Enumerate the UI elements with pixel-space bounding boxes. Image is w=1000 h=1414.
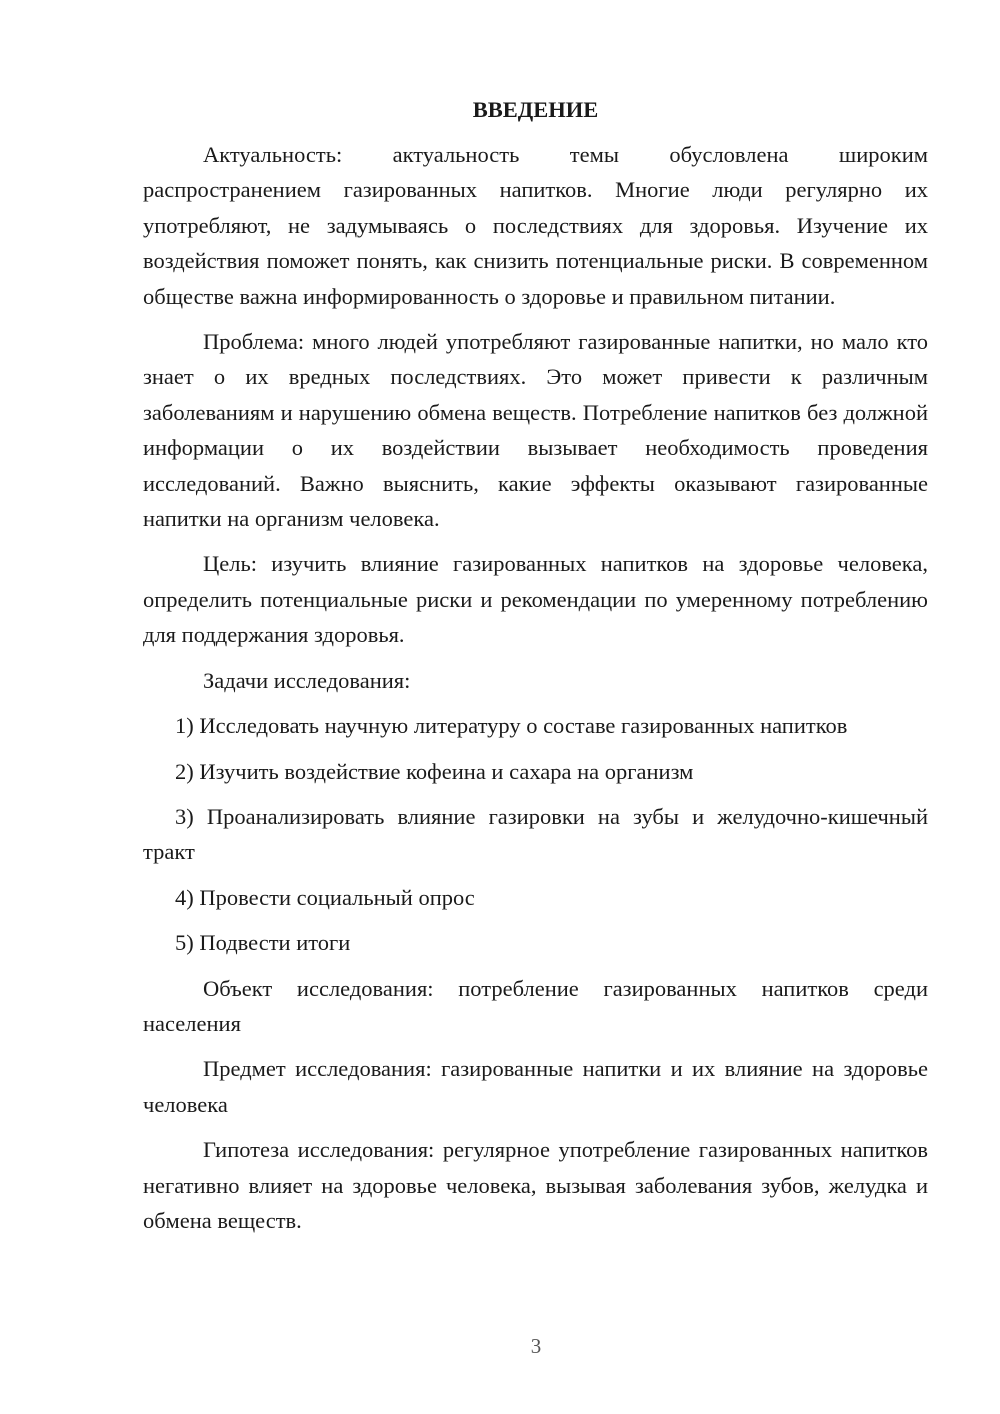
task-item-3: 3) Проанализировать влияние газировки на зубы и желудочно-кишечный тракт: [143, 803, 928, 865]
paragraph-hypothesis: Гипотеза исследования: регулярное употребление газированных напитков негативно влияет на здоровье человека, вызывая заболевания зубов, желудка и обмена веществ.: [143, 1137, 928, 1233]
paragraph-goal: Цель: изучить влияние газированных напитков на здоровье человека, определить потенциальные риски и рекомендации по умеренному потреблению для поддержания здоровья.: [143, 551, 928, 648]
tasks-heading: Задачи исследования:: [203, 667, 411, 693]
task-item-2: 2) Изучить воздействие кофеина и сахара на организм: [175, 758, 694, 784]
paragraph-relevance: Актуальность: актуальность темы обусловлена широким распространением газированных напитков. Многие люди регулярно их употребляют, не задумываясь о последствиях для здоровья. Изучение их воздействия поможет понять, как снизить потенциальные риски. В современном обществе важна информированность о здоровье и правильном питании.: [143, 142, 928, 309]
page-title: ВВЕДЕНИЕ: [472, 97, 599, 122]
task-item-1: 1) Исследовать научную литературу о составе газированных напитков: [175, 713, 848, 739]
page-number: 3: [530, 1334, 542, 1358]
task-item-5: 5) Подвести итоги: [175, 930, 351, 956]
task-item-4: 4) Провести социальный опрос: [175, 884, 475, 910]
paragraph-problem: Проблема: много людей употребляют газированные напитки, но мало кто знает о их вредных последствиях. Это может привести к различным заболеваниям и нарушению обмена веществ. Потребление напитков без должной информации о их воздействии вызывает необходимость проведения исследований. Важно выяснить, какие эффекты оказывают газированные напитки на организм человека.: [143, 329, 928, 532]
document-page: [143, 95, 928, 1248]
paragraph-object: Объект исследования: потребление газированных напитков среди населения: [143, 975, 928, 1036]
paragraph-subject: Предмет исследования: газированные напитки и их влияние на здоровье человека: [143, 1056, 928, 1117]
